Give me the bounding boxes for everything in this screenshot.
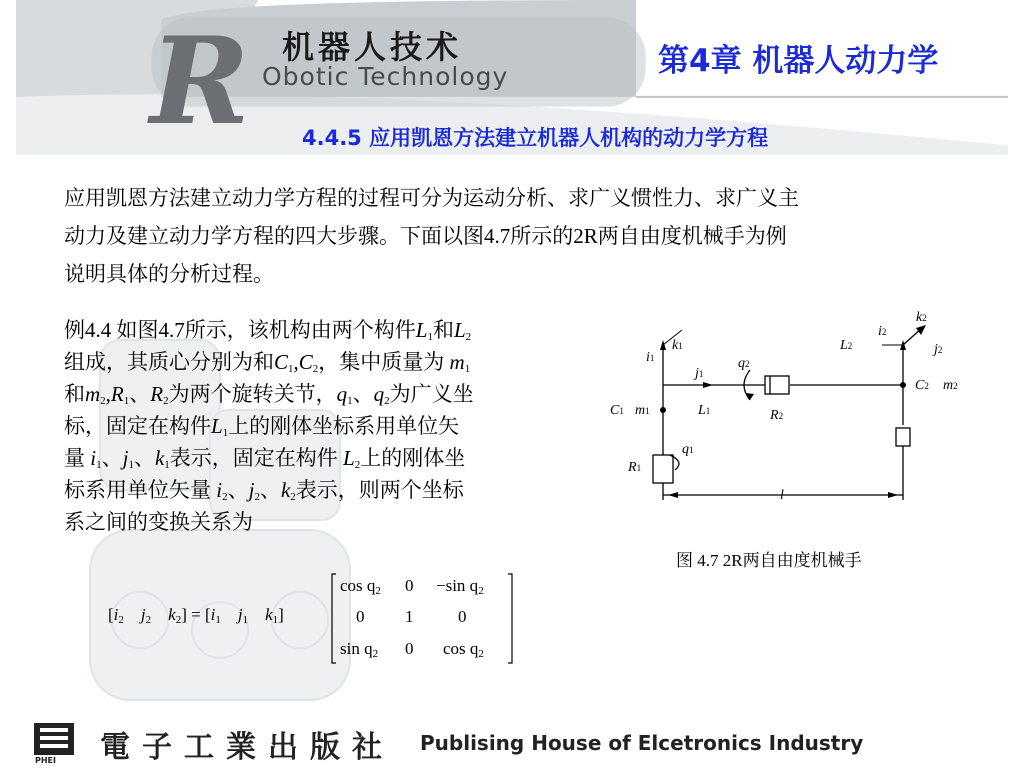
- example-line-3: 和$m_2,R_1$、$R_2$为两个旋转关节，$q_1$、$q_2$为广义坐: [64, 382, 474, 407]
- example-text: 量: [64, 446, 85, 470]
- example-text: 例4.4 如图4.7所示，该机构由两个构件: [64, 318, 416, 342]
- intro-line-3: 说明具体的分析过程。: [64, 262, 274, 286]
- label-r2: R2: [770, 408, 784, 423]
- matrix-cell-r1c3: −sin $q_2$: [436, 576, 484, 597]
- matrix-cell-r3c1: $\sin q_2$: [340, 639, 379, 660]
- symbol-c2: $C_2$: [298, 350, 319, 375]
- label-i2: i2: [878, 324, 887, 339]
- example-line-2: 组成，其质心分别为和$C_1,C_2$，集中质量为 $m_1$: [64, 350, 471, 375]
- example-text: 组成，其质心分别为和: [64, 350, 274, 374]
- logo-text-en: Obotic Technology: [262, 62, 509, 91]
- example-text: 上的刚体坐: [360, 446, 466, 470]
- matrix-cell-r1c1: $\cos q_2$: [340, 576, 381, 597]
- publisher-name-cn: 電子工業出版社: [100, 730, 394, 765]
- label-i1: i1: [646, 350, 655, 365]
- label-m2: m2: [943, 378, 958, 393]
- symbol-j1: $j_1$: [122, 446, 134, 471]
- symbol-i1: $i_1$: [90, 446, 102, 471]
- example-text: 为广义坐: [389, 382, 474, 406]
- publisher-logo-text: PHEI: [35, 756, 56, 765]
- symbol-r1: $R_1$: [110, 382, 130, 407]
- example-line-5: 量 $i_1$、$j_1$、$k_1$表示，固定在构件 $L_2$上的刚体坐: [64, 446, 466, 471]
- publisher-name-en: Publising House of Elcetronics Industry: [420, 731, 864, 755]
- label-k2: k2: [916, 310, 927, 325]
- label-j1: j1: [695, 366, 704, 381]
- label-j2: j2: [934, 342, 943, 357]
- label-r1: R1: [628, 460, 642, 475]
- matrix-cell-r3c3: $\cos q_2$: [443, 639, 484, 660]
- symbol-k2: $k_2$: [280, 478, 296, 503]
- matrix-equation: [108, 572, 528, 667]
- example-text: 和: [432, 318, 454, 342]
- symbol-c1: $C_1$: [274, 350, 294, 375]
- intro-line-1: 应用凯恩方法建立动力学方程的过程可分为运动分析、求广义惯性力、求广义主: [64, 186, 799, 210]
- matrix-cell-r3c2: 0: [405, 639, 414, 658]
- symbol-r2: $R_2$: [150, 382, 169, 407]
- logo-text-cn: 机器人技术: [282, 28, 463, 66]
- example-text: 为两个旋转关节，: [168, 382, 337, 406]
- figure-2r-manipulator: [600, 300, 980, 530]
- logo-r: R: [150, 11, 250, 152]
- label-link-l2: L2: [840, 338, 853, 353]
- matrix-cell-r2c2: 1: [405, 607, 414, 626]
- symbol-m1: $m_1$: [449, 350, 471, 375]
- symbol-l2: $L_2$: [453, 318, 472, 343]
- matrix-cell-r2c3: 0: [458, 607, 467, 626]
- label-q1: q1: [682, 442, 694, 457]
- example-text: ，集中质量为: [318, 350, 445, 374]
- figure-caption: 图 4.7 2R两自由度机械手: [676, 551, 862, 570]
- label-c1: C1: [610, 403, 624, 418]
- equation-lhs: [$i_2$ $j_2$ $k_2] = [i_1$ $j_1$ $k_1$]: [108, 605, 284, 626]
- example-text: 表示，固定在构件: [169, 446, 338, 470]
- symbol-m2: $m_2$: [85, 382, 106, 407]
- label-k1: k1: [672, 338, 683, 353]
- example-text: 上的刚体坐标系用单位矢: [228, 414, 460, 438]
- example-text: 标，固定在构件: [64, 414, 211, 438]
- label-c2: C2: [915, 378, 929, 393]
- label-length-l: l: [780, 488, 784, 503]
- symbol-l2: $L_2$: [343, 446, 361, 471]
- matrix-cell-r2c1: 0: [356, 607, 365, 626]
- example-line-7: 系之间的变换关系为: [64, 510, 253, 534]
- chapter-title: 第4章 机器人动力学: [658, 43, 939, 79]
- symbol-q1: $q_1$: [336, 382, 353, 407]
- manipulator-drawing: [600, 300, 980, 530]
- symbol-j2: $j_2$: [248, 478, 260, 503]
- symbol-i2: $i_2$: [216, 478, 228, 503]
- symbol-l1: $L_1$: [415, 318, 433, 343]
- section-title: 4.4.5 应用凯恩方法建立机器人机构的动力学方程: [302, 126, 769, 150]
- label-link-l1: L1: [698, 403, 711, 418]
- symbol-q2: $q_2$: [373, 382, 390, 407]
- intro-line-2: 动力及建立动力学方程的四大步骤。下面以图4.7所示的2R两自由度机械手为例: [64, 224, 787, 248]
- example-text: 和: [64, 382, 85, 406]
- example-line-6: 标系用单位矢量 $i_2$、$j_2$、$k_2$表示，则两个坐标: [64, 478, 464, 503]
- label-m1: m1: [635, 403, 650, 418]
- example-text: 标系用单位矢量: [64, 478, 211, 502]
- symbol-k1: $k_1$: [154, 446, 170, 471]
- example-text: 表示，则两个坐标: [295, 478, 464, 502]
- label-q2: q2: [738, 356, 750, 371]
- matrix-cell-r1c2: 0: [405, 576, 414, 595]
- symbol-l1: $L_1$: [211, 414, 229, 439]
